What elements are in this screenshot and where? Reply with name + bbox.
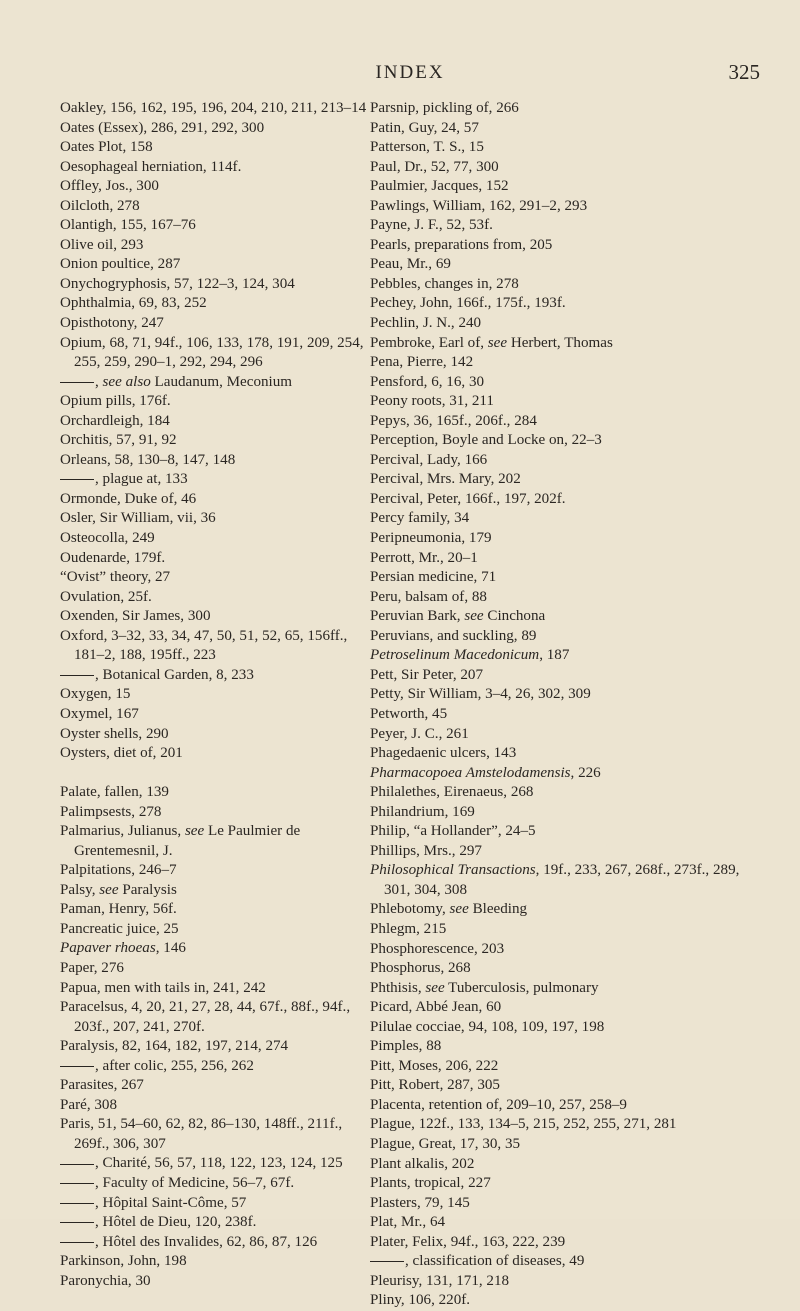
index-entry xyxy=(370,158,762,178)
index-entry xyxy=(370,1135,762,1155)
index-entry xyxy=(370,1018,762,1038)
index-entry xyxy=(370,685,762,705)
index-entry-text: Phlebotomy, see Bleeding xyxy=(370,901,528,918)
index-entry xyxy=(60,685,378,705)
index-entry xyxy=(60,412,378,432)
index-entry xyxy=(60,783,378,803)
index-entry xyxy=(60,490,378,510)
index-entry-text: Petroselinum Macedonicum, 187 xyxy=(370,647,570,664)
index-entry-text: Oudenarde, 179f. xyxy=(60,549,166,566)
repeat-dash xyxy=(60,1183,94,1184)
page-number: 325 xyxy=(728,60,760,84)
index-entry-text: , Hôtel de Dieu, 120, 238f. xyxy=(95,1214,257,1231)
index-entry xyxy=(370,509,762,529)
index-entry xyxy=(370,900,762,920)
index-entry xyxy=(60,1037,378,1057)
index-entry xyxy=(60,549,378,569)
index-entry xyxy=(370,998,762,1018)
index-entry xyxy=(60,979,378,999)
index-entry-text: Paré, 308 xyxy=(60,1096,118,1113)
index-entry xyxy=(370,138,762,158)
index-entry xyxy=(370,588,762,608)
index-entry-text: , see also Laudanum, Meconium xyxy=(95,373,293,390)
index-entry-text: Palpitations, 246–7 xyxy=(60,862,177,879)
index-entry-text: Pimples, 88 xyxy=(370,1038,442,1055)
index-entry xyxy=(60,177,378,197)
index-entry-text: Paralysis, 82, 164, 182, 197, 214, 274 xyxy=(60,1038,289,1055)
index-entry xyxy=(60,275,378,295)
index-entry xyxy=(60,803,378,823)
index-entry-text: Pett, Sir Peter, 207 xyxy=(370,666,484,683)
index-entry xyxy=(370,803,762,823)
index-entry-text: Plants, tropical, 227 xyxy=(370,1175,491,1192)
index-entry xyxy=(60,1174,378,1194)
index-entry xyxy=(60,529,378,549)
index-entry-text: Phosphorescence, 203 xyxy=(370,940,505,957)
index-entry xyxy=(370,842,762,862)
index-entry-text: Olive oil, 293 xyxy=(60,236,144,253)
index-entry-text: Peau, Mr., 69 xyxy=(370,256,451,273)
index-entry-text: Orchardleigh, 184 xyxy=(60,412,170,429)
index-entry xyxy=(370,549,762,569)
index-entry-text: Plat, Mr., 64 xyxy=(370,1214,446,1231)
index-entry xyxy=(60,588,378,608)
index-entry xyxy=(60,1076,378,1096)
index-entry-text: , Charité, 56, 57, 118, 122, 123, 124, 125 xyxy=(95,1155,343,1172)
index-entry-text: Petty, Sir William, 3–4, 26, 302, 309 xyxy=(370,686,591,703)
index-entry xyxy=(60,1115,378,1154)
index-entry xyxy=(370,470,762,490)
index-entry xyxy=(370,294,762,314)
index-entry-text: Pancreatic juice, 25 xyxy=(60,920,179,937)
index-entry xyxy=(370,705,762,725)
index-entry xyxy=(60,119,378,139)
index-entry xyxy=(60,1233,378,1253)
index-entry-text: Plague, Great, 17, 30, 35 xyxy=(370,1135,521,1152)
index-entry xyxy=(60,939,378,959)
index-entry xyxy=(60,197,378,217)
index-entry-text: Patin, Guy, 24, 57 xyxy=(370,119,479,136)
repeat-dash xyxy=(60,479,94,480)
index-entry xyxy=(60,373,378,393)
index-entry-text: Offley, Jos., 300 xyxy=(60,178,159,195)
index-entry-text: Parasites, 267 xyxy=(60,1077,144,1094)
index-entry-text: Pliny, 106, 220f. xyxy=(370,1292,471,1309)
index-entry xyxy=(60,607,378,627)
index-entry xyxy=(60,470,378,490)
index-entry-text: Paman, Henry, 56f. xyxy=(60,901,177,918)
index-entry xyxy=(370,979,762,999)
index-entry xyxy=(370,646,762,666)
index-entry xyxy=(370,236,762,256)
index-entry-text: Pena, Pierre, 142 xyxy=(370,354,474,371)
index-entry xyxy=(60,920,378,940)
index-entry xyxy=(60,255,378,275)
index-entry-text: Papua, men with tails in, 241, 242 xyxy=(60,979,266,996)
index-entry xyxy=(370,177,762,197)
index-entry-text: Percival, Peter, 166f., 197, 202f. xyxy=(370,490,566,507)
index-entry-text: Olantigh, 155, 167–76 xyxy=(60,217,196,234)
index-entry xyxy=(370,99,762,119)
index-entry-text: Paracelsus, 4, 20, 21, 27, 28, 44, 67f., 88f., 94f., 203f., 207, 241, 270f. xyxy=(60,999,351,1035)
index-entry-text: Opisthotony, 247 xyxy=(60,315,164,332)
index-entry-text: Petworth, 45 xyxy=(370,705,448,722)
index-entry-text: Phagedaenic ulcers, 143 xyxy=(370,745,517,762)
index-entry-text: Percival, Mrs. Mary, 202 xyxy=(370,471,521,488)
index-entry-text: Plant alkalis, 202 xyxy=(370,1155,475,1172)
index-entry-text: Pawlings, William, 162, 291–2, 293 xyxy=(370,197,588,214)
index-entry-text: Phillips, Mrs., 297 xyxy=(370,842,482,859)
repeat-dash xyxy=(370,1261,404,1262)
index-entry-text: Phlegm, 215 xyxy=(370,920,447,937)
index-entry xyxy=(60,1194,378,1214)
index-entry xyxy=(370,373,762,393)
index-entry-text: Payne, J. F., 52, 53f. xyxy=(370,217,493,234)
index-entry-text: Ophthalmia, 69, 83, 252 xyxy=(60,295,207,312)
index-entry xyxy=(370,255,762,275)
index-entry xyxy=(60,236,378,256)
index-entry-text: Osler, Sir William, vii, 36 xyxy=(60,510,216,527)
index-entry xyxy=(370,1155,762,1175)
repeat-dash xyxy=(60,675,94,676)
repeat-dash xyxy=(60,1203,94,1204)
index-entry xyxy=(370,451,762,471)
index-entry-text: Philip, “a Hollander”, 24–5 xyxy=(370,823,536,840)
index-entry-text: Paris, 51, 54–60, 62, 82, 86–130, 148ff., 211f., 269f., 306, 307 xyxy=(60,1116,343,1152)
index-entry-text: Pitt, Moses, 206, 222 xyxy=(370,1057,499,1074)
index-entry xyxy=(370,119,762,139)
index-entry-text: Peruvian Bark, see Cinchona xyxy=(370,608,546,625)
index-entry xyxy=(370,314,762,334)
index-entry-text: Oakley, 156, 162, 195, 196, 204, 210, 211, 213–14 xyxy=(60,100,367,116)
index-entry xyxy=(60,431,378,451)
index-entry-text: Philosophical Transactions, 19f., 233, 267, 268f., 273f., 289, 301, 304, 308 xyxy=(370,862,740,898)
running-header xyxy=(60,60,760,90)
index-entry-text: Paronychia, 30 xyxy=(60,1272,151,1289)
index-entry-text: Pilulae cocciae, 94, 108, 109, 197, 198 xyxy=(370,1018,605,1035)
section-gap xyxy=(60,764,378,784)
index-entry-text: Percival, Lady, 166 xyxy=(370,451,488,468)
index-column-left xyxy=(60,99,378,1291)
repeat-dash xyxy=(60,382,94,383)
index-entry xyxy=(60,705,378,725)
index-entry xyxy=(60,509,378,529)
index-entry-text: Palimpsests, 278 xyxy=(60,803,162,820)
index-entry-text: Pitt, Robert, 287, 305 xyxy=(370,1077,500,1094)
index-entry xyxy=(370,431,762,451)
index-entry-text: Orleans, 58, 130–8, 147, 148 xyxy=(60,451,236,468)
index-entry xyxy=(370,490,762,510)
index-entry-text: Pleurisy, 131, 171, 218 xyxy=(370,1272,510,1289)
index-entry-text: Oyster shells, 290 xyxy=(60,725,169,742)
index-entry-text: Peru, balsam of, 88 xyxy=(370,588,487,605)
index-entry xyxy=(370,920,762,940)
index-entry xyxy=(60,861,378,881)
index-entry-text: Perrott, Mr., 20–1 xyxy=(370,549,478,566)
index-entry xyxy=(60,1057,378,1077)
index-entry xyxy=(370,1272,762,1292)
index-entry xyxy=(370,764,762,784)
index-entry xyxy=(370,940,762,960)
index-entry-text: Phosphorus, 268 xyxy=(370,960,471,977)
index-entry xyxy=(60,334,378,373)
index-entry-text: Perception, Boyle and Locke on, 22–3 xyxy=(370,432,602,449)
index-entry xyxy=(60,627,378,666)
index-entry xyxy=(370,822,762,842)
index-entry xyxy=(60,822,378,861)
index-entry xyxy=(370,627,762,647)
index-entry-text: Peripneumonia, 179 xyxy=(370,530,492,547)
index-entry xyxy=(60,314,378,334)
index-entry-text: Opium, 68, 71, 94f., 106, 133, 178, 191, 209, 254, 255, 259, 290–1, 292, 294, 296 xyxy=(60,334,364,371)
index-entry xyxy=(370,1096,762,1116)
index-entry-text: Oates (Essex), 286, 291, 292, 300 xyxy=(60,119,265,136)
index-entry-text: Paulmier, Jacques, 152 xyxy=(370,178,509,195)
index-entry-text: Peruvians, and suckling, 89 xyxy=(370,627,537,644)
index-entry-text: Plasters, 79, 145 xyxy=(370,1194,470,1211)
index-entry xyxy=(60,158,378,178)
index-entry xyxy=(370,1174,762,1194)
index-entry xyxy=(370,1115,762,1135)
index-entry xyxy=(370,353,762,373)
index-entry-text: Opium pills, 176f. xyxy=(60,393,171,410)
index-column-right xyxy=(370,99,762,1311)
index-entry-text: Palmarius, Julianus, see Le Paulmier de Grentemesnil, J. xyxy=(60,823,301,859)
index-entry-text: Oates Plot, 158 xyxy=(60,139,153,156)
index-entry xyxy=(370,568,762,588)
index-entry-text: Pechey, John, 166f., 175f., 193f. xyxy=(370,295,566,312)
index-entry-text: Oilcloth, 278 xyxy=(60,197,140,214)
index-entry-text: Percy family, 34 xyxy=(370,510,470,527)
index-entry xyxy=(60,1272,378,1292)
index-entry-text: Palate, fallen, 139 xyxy=(60,784,169,801)
index-entry xyxy=(370,959,762,979)
index-entry-text: Oxygen, 15 xyxy=(60,686,131,703)
index-entry-text: Pembroke, Earl of, see Herbert, Thomas xyxy=(370,334,613,351)
index-entry xyxy=(370,861,762,900)
index-entry-text: , plague at, 133 xyxy=(95,471,188,488)
index-entry xyxy=(60,216,378,236)
index-entry xyxy=(370,607,762,627)
index-entry-text: Paper, 276 xyxy=(60,960,124,977)
index-entry xyxy=(60,900,378,920)
index-entry-text: , after colic, 255, 256, 262 xyxy=(95,1057,254,1074)
index-entry xyxy=(60,451,378,471)
index-entry-text: Philandrium, 169 xyxy=(370,803,475,820)
index-entry-text: Orchitis, 57, 91, 92 xyxy=(60,432,177,449)
index-entry-text: Paul, Dr., 52, 77, 300 xyxy=(370,158,499,175)
index-entry-text: , Hôpital Saint-Côme, 57 xyxy=(95,1194,247,1211)
index-entry-text: Pharmacopoea Amstelodamensis, 226 xyxy=(370,764,601,781)
index-entry-text: , Hôtel des Invalides, 62, 86, 87, 126 xyxy=(95,1233,318,1250)
index-entry xyxy=(60,392,378,412)
index-entry xyxy=(60,1096,378,1116)
index-entry xyxy=(370,666,762,686)
index-entry xyxy=(370,1233,762,1253)
index-entry xyxy=(60,725,378,745)
index-entry-text: Onion poultice, 287 xyxy=(60,256,181,273)
index-entry-text: Philalethes, Eirenaeus, 268 xyxy=(370,784,534,801)
index-entry xyxy=(60,138,378,158)
index-entry xyxy=(370,1252,762,1272)
index-entry-text: , Botanical Garden, 8, 233 xyxy=(95,666,254,683)
index-entry xyxy=(60,294,378,314)
index-entry-text: , classification of diseases, 49 xyxy=(405,1253,585,1270)
index-entry xyxy=(370,783,762,803)
index-entry-text: , Faculty of Medicine, 56–7, 67f. xyxy=(95,1175,295,1192)
index-entry xyxy=(370,216,762,236)
index-entry-text: Pechlin, J. N., 240 xyxy=(370,315,482,332)
index-entry xyxy=(370,1291,762,1311)
index-entry xyxy=(370,1076,762,1096)
index-entry-text: Picard, Abbé Jean, 60 xyxy=(370,999,502,1016)
index-entry xyxy=(370,412,762,432)
index-entry-text: Oxymel, 167 xyxy=(60,705,139,722)
index-entry xyxy=(60,1154,378,1174)
index-entry xyxy=(370,275,762,295)
index-entry xyxy=(370,1194,762,1214)
page-title: INDEX xyxy=(375,62,445,83)
index-entry-text: Plague, 122f., 133, 134–5, 215, 252, 255, 271, 281 xyxy=(370,1116,677,1133)
index-entry-text: Placenta, retention of, 209–10, 257, 258–9 xyxy=(370,1096,627,1113)
index-entry-text: Phthisis, see Tuberculosis, pulmonary xyxy=(370,979,599,996)
index-entry xyxy=(370,334,762,354)
index-entry xyxy=(370,725,762,745)
repeat-dash xyxy=(60,1222,94,1223)
index-entry xyxy=(370,744,762,764)
repeat-dash xyxy=(60,1242,94,1243)
index-entry-text: Ormonde, Duke of, 46 xyxy=(60,490,197,507)
index-entry-text: Parsnip, pickling of, 266 xyxy=(370,100,519,116)
index-entry xyxy=(60,99,378,119)
index-entry-text: Patterson, T. S., 15 xyxy=(370,139,484,156)
index-entry xyxy=(60,1213,378,1233)
index-entry-text: Parkinson, John, 198 xyxy=(60,1253,187,1270)
index-entry-text: Oxford, 3–32, 33, 34, 47, 50, 51, 52, 65, 156ff., 181–2, 188, 195ff., 223 xyxy=(60,627,348,664)
index-entry xyxy=(60,998,378,1037)
index-entry xyxy=(370,392,762,412)
index-entry-text: Peony roots, 31, 211 xyxy=(370,393,494,410)
index-entry-text: Plater, Felix, 94f., 163, 222, 239 xyxy=(370,1233,566,1250)
index-entry xyxy=(370,197,762,217)
index-entry-text: Persian medicine, 71 xyxy=(370,569,497,586)
index-entry xyxy=(370,1037,762,1057)
index-entry-text: Onychogryphosis, 57, 122–3, 124, 304 xyxy=(60,275,295,292)
index-entry-text: Papaver rhoeas, 146 xyxy=(60,940,186,957)
index-entry-text: Pebbles, changes in, 278 xyxy=(370,275,519,292)
index-entry xyxy=(60,666,378,686)
index-entry xyxy=(60,744,378,764)
index-entry-text: Ovulation, 25f. xyxy=(60,588,152,605)
index-entry xyxy=(60,568,378,588)
repeat-dash xyxy=(60,1066,94,1067)
index-entry-text: Pearls, preparations from, 205 xyxy=(370,236,553,253)
index-entry-text: “Ovist” theory, 27 xyxy=(60,569,171,586)
index-entry-text: Oysters, diet of, 201 xyxy=(60,745,183,762)
index-entry-text: Peyer, J. C., 261 xyxy=(370,725,469,742)
index-entry-text: Osteocolla, 249 xyxy=(60,530,155,547)
index-entry-text: Oesophageal herniation, 114f. xyxy=(60,158,242,175)
index-entry xyxy=(370,529,762,549)
index-entry-text: Pensford, 6, 16, 30 xyxy=(370,373,485,390)
index-entry xyxy=(60,959,378,979)
index-entry-text: Pepys, 36, 165f., 206f., 284 xyxy=(370,412,537,429)
index-entry-text: Palsy, see Paralysis xyxy=(60,881,177,898)
index-entry xyxy=(370,1213,762,1233)
index-entry-text: Oxenden, Sir James, 300 xyxy=(60,608,211,625)
index-entry xyxy=(370,1057,762,1077)
index-entry xyxy=(60,1252,378,1272)
repeat-dash xyxy=(60,1164,94,1165)
index-entry xyxy=(60,881,378,901)
